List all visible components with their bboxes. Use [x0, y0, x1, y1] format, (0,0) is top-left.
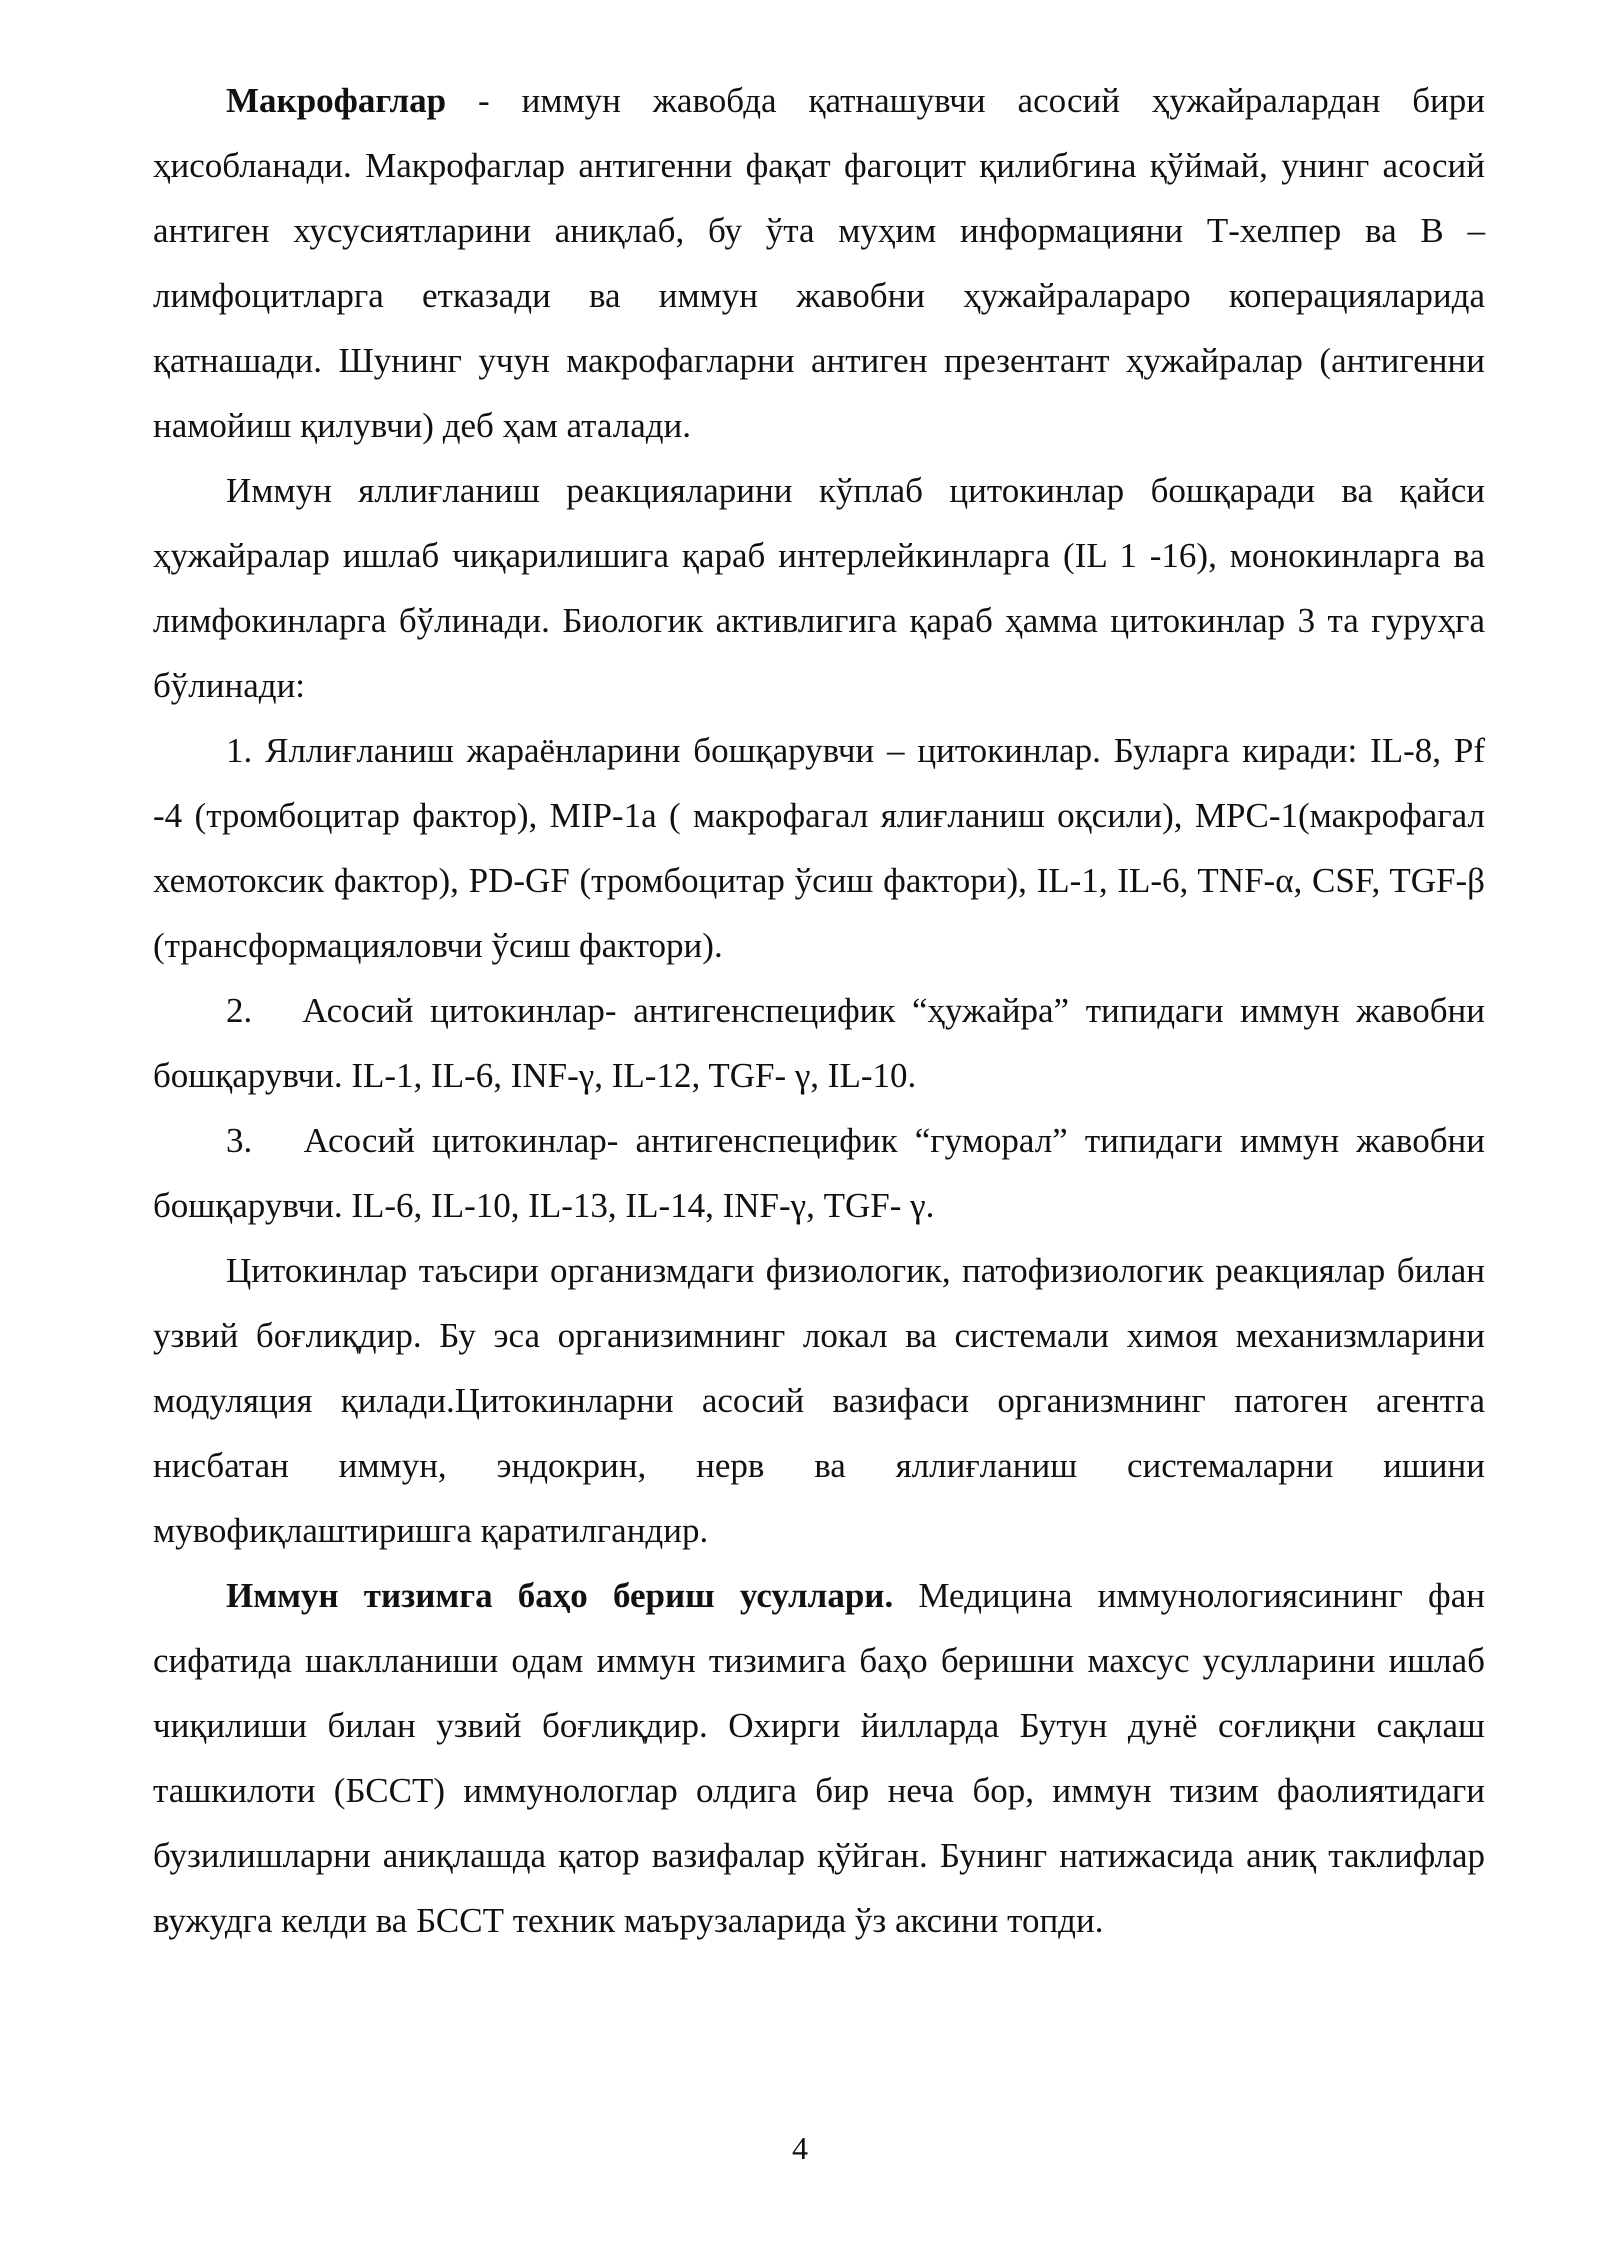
paragraph-macrophages	[153, 68, 1485, 458]
paragraph-text: Цитокинлар таъсири организмдаги физиологик, патофизиологик реакциялар билан узвий боғлиқдир. Бу эса организимнинг локал ва системали химоя механизмларини модуляция қилади.Цитокинларни асосий вазифаси организмнинг патоген агентга нисбатан иммун, эндокрин, нерв ва яллиғланиш системаларни ишини мувофиқлаштиришга қаратилгандир.	[153, 1251, 1485, 1550]
paragraph-text: Медицина иммунологиясининг фан сифатида шаклланиши одам иммун тизимига баҳо беришни махсус усулларини ишлаб чиқилиши билан узвий боғлиқдир. Охирги йилларда Бутун дунё соғлиқни сақлаш ташкилоти (БССТ) иммунологлар олдига бир неча бор, иммун тизим фаолиятидаги бузилишларни аниқлашда қатор вазифалар қўйган. Бунинг натижасида аниқ таклифлар вужудга келди ва БССТ техник маърузаларида ўз аксини топди.	[153, 1576, 1485, 1940]
paragraph-lead-bold: Макрофаглар	[226, 81, 447, 120]
paragraph-text: 3. Асосий цитокинлар- антигенспецифик “гуморал” типидаги иммун жавобни бошқарувчи. IL-6, IL-10, IL-13, IL-14, INF-γ, TGF- γ.	[153, 1121, 1494, 1225]
paragraph-text: 2. Асосий цитокинлар- антигенспецифик “ҳужайра” типидаги иммун жавобни бошқарувчи. IL-1, IL-6, INF-γ, IL-12, TGF- γ, IL-10.	[153, 991, 1494, 1095]
paragraph-text: 1. Яллиғланиш жараёнларини бошқарувчи – цитокинлар. Буларга киради: IL-8, Pf -4 (тромбоцитар фактор), MIP-1a ( макрофагал ялиғланиш оқсили), MPC-1(макрофагал хемотоксик фактор), PD-GF (тромбоцитар ўсиш фактори), IL-1, IL-6, TNF-α, CSF, TGF-β (трансформацияловчи ўсиш фактори).	[153, 731, 1485, 965]
page-number: 4	[792, 2130, 808, 2166]
paragraph-cytokine-effects	[153, 1238, 1485, 1563]
list-item-3	[153, 1108, 1494, 1238]
paragraph-text: Иммун яллиғланиш реакцияларини кўплаб цитокинлар бошқаради ва қайси ҳужайралар ишлаб чиқарилишига қараб интерлейкинларга (IL 1 -16), монокинларга ва лимфокинларга бўлинади. Биологик активлигига қараб ҳамма цитокинлар 3 та гуруҳга бўлинади:	[153, 471, 1485, 705]
paragraph-lead-bold: Иммун тизимга баҳо бериш усуллари.	[226, 1576, 894, 1615]
list-item-1	[153, 718, 1485, 978]
list-item-2	[153, 978, 1494, 1108]
document-page	[153, 68, 1494, 1953]
paragraph-cytokines-intro	[153, 458, 1485, 718]
paragraph-immune-assessment	[153, 1563, 1485, 1953]
paragraph-text: - иммун жавобда қатнашувчи асосий ҳужайралардан бири ҳисобланади. Макрофаглар антигенни фақат фагоцит қилибгина қўймай, унинг асосий антиген хусусиятларини аниқлаб, бу ўта муҳим информацияни Т-хелпер ва В –лимфоцитларга етказади ва иммун жавобни ҳужайралараро коперацияларида қатнашади. Шунинг учун макрофагларни антиген презентант ҳужайралар (антигенни намойиш қилувчи) деб ҳам аталади.	[153, 81, 1485, 445]
